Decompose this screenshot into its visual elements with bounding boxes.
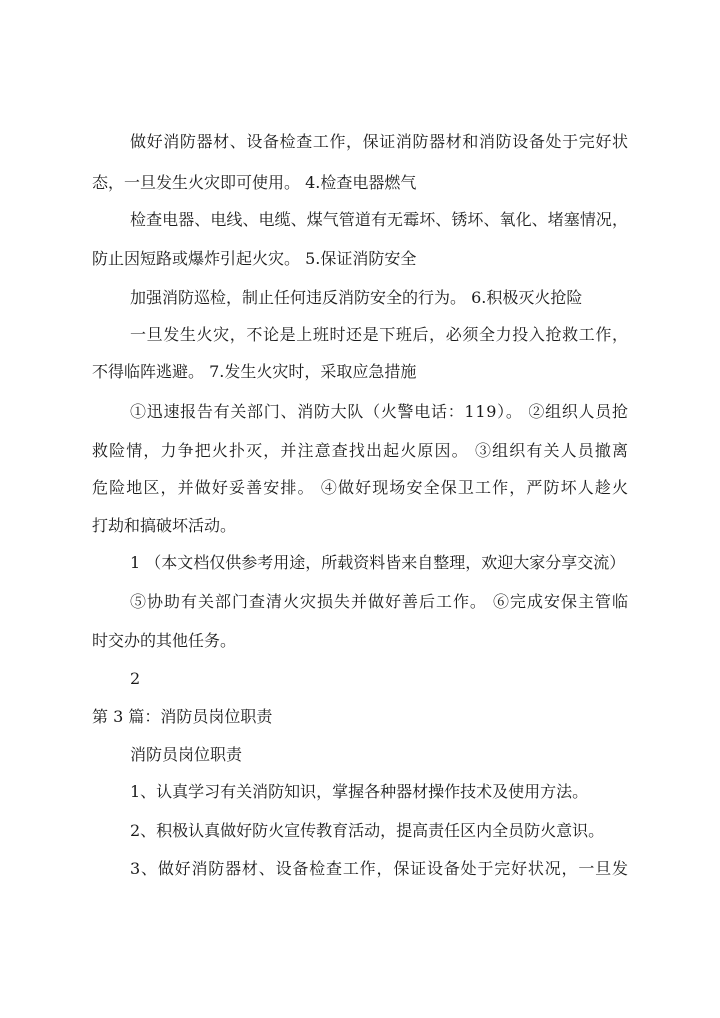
list-item: 2、积极认真做好防火宣传教育活动，提高责任区内全员防火意识。	[130, 821, 605, 840]
page-number: 2	[130, 669, 141, 688]
paragraph-line: 时交办的其他任务。	[92, 631, 237, 650]
paragraph-line: 检查电器、电线、电缆、煤气管道有无霉坏、锈坏、氧化、堵塞情况，	[130, 210, 629, 229]
footer-note-line: 1 （本文档仅供参考用途，所载资料皆来自整理，欢迎大家分享交流）	[130, 553, 626, 572]
list-item: 1、认真学习有关消防知识，掌握各种器材操作技术及使用方法。	[130, 782, 589, 801]
list-item: 3、做好消防器材、设备检查工作，保证设备处于完好状况，一旦发	[130, 859, 629, 878]
paragraph-line: 加强消防巡检，制止任何违反消防安全的行为。 6.积极灭火抢险	[130, 288, 583, 307]
paragraph-line: 防止因短路或爆炸引起火灾。 5.保证消防安全	[92, 249, 417, 268]
paragraph-line: 打劫和搞破坏活动。	[92, 516, 237, 535]
paragraph-line: 一旦发生火灾，不论是上班时还是下班后，必须全力投入抢救工作，	[130, 325, 629, 344]
paragraph-line: 救险情，力争把火扑灭，并注意查找出起火原因。 ③组织有关人员撤离	[92, 441, 630, 460]
section-heading: 第 3 篇：消防员岗位职责	[92, 707, 273, 726]
paragraph-line: 不得临阵逃避。 7.发生火灾时，采取应急措施	[92, 362, 417, 381]
paragraph-line: ⑤协助有关部门查清火灾损失并做好善后工作。 ⑥完成安保主管临	[130, 592, 629, 611]
subsection-title: 消防员岗位职责	[130, 745, 243, 764]
paragraph-line: ①迅速报告有关部门、消防大队（火警电话：119）。 ②组织人员抢	[130, 402, 629, 421]
paragraph-line: 态，一旦发生火灾即可使用。 4.检查电器燃气	[92, 173, 417, 192]
paragraph-line: 做好消防器材、设备检查工作，保证消防器材和消防设备处于完好状	[130, 132, 629, 151]
paragraph-line: 危险地区，并做好妥善安排。 ④做好现场安全保卫工作，严防坏人趁火	[92, 478, 630, 497]
